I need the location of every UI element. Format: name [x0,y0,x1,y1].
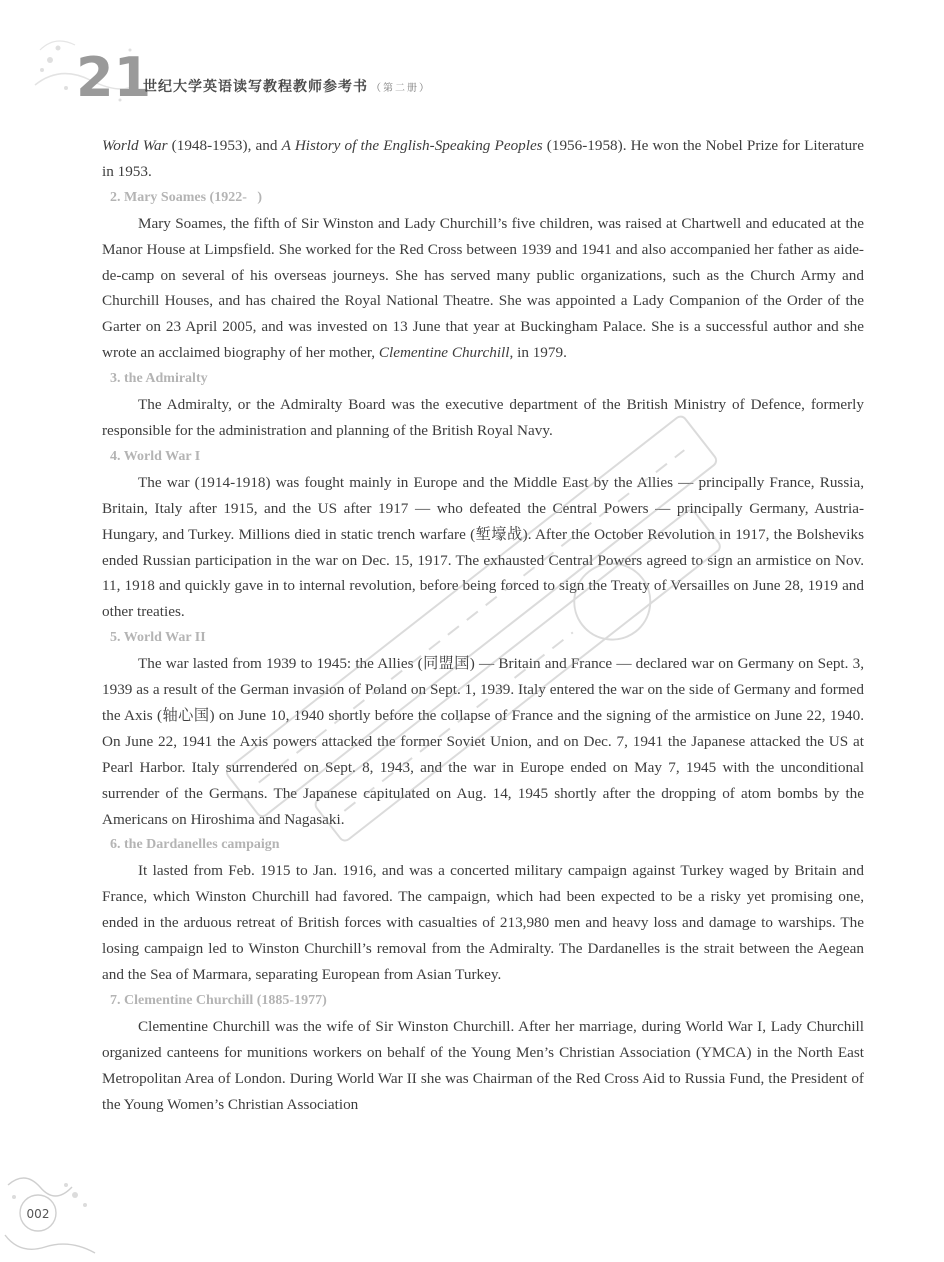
note-body-dardanelles: It lasted from Feb. 1915 to Jan. 1916, and was a concerted military campaign against Turkey waged by Britain and France, which Winston Churchill had favored. The campaign, which had been expected to be a risky yet promising one, ended in the arduous retreat of British forces with casualties of 213,980 men and heavy loss and damage to warships. The losing campaign led to Winston Churchill’s removal from the Admiralty. The Dardanelles is the strait between the Aegean and the Sea of Marmara, separating European from Asian Turkey. [102,862,864,983]
intro-book-title-2: A History of the English-Speaking Peoples [281,137,543,154]
book-title-text: 世纪大学英语读写教程教师参考书 [143,79,368,95]
book-edition: （第二册） [371,83,431,94]
note-heading-world-war-2: 5. World War II [110,630,206,646]
note-body-world-war-2: The war lasted from 1939 to 1945: the Allies (同盟国) — Britain and France — declared war on Germany on Sept. 3, 1939 as a result of the German invasion of Poland on Sept. 1, 1939. Italy entered the war on the side of Germany and formed the Axis (轴心国) on June 10, 1940 shortly before the collapse of France and the signing of the armistice on June 22, 1940. On June 22, 1941 the Axis powers attacked the former Soviet Union, and on Dec. 7, 1941 the Japanese attacked the US at Pearl Harbor. Italy surrendered on Sept. 8, 1943, and the war in Europe ended on May 7, 1945 with the unconditional surrender of the Germans. The Japanese capitulated on Aug. 14, 1945 shortly after the dropping of atom bombs by the Americans on Hiroshima and Nagasaki. [102,655,864,828]
series-number: 21 [76,46,152,109]
note-heading-world-war-1: 4. World War I [110,448,201,464]
note-body-clementine: Clementine Churchill was the wife of Sir Winston Churchill. After her marriage, during World War I, Lady Churchill organized canteens for munitions workers on behalf of the Young Men’s Christian Association (YMCA) in the North East Metropolitan Area of London. During World War II she was Chairman of the Red Cross Aid to Russia Fund, the President of the Young Women’s Christian Association [102,1017,864,1113]
series-logo-ornament [30,30,152,110]
book-title [143,76,431,96]
note-heading-admiralty: 3. the Admiralty [110,371,208,387]
intro-text-2: (1956-1958). He won the Nobel Prize for Literature in 1953. [102,137,864,180]
page-body [102,133,864,1117]
note-body-mary-soames [102,211,864,366]
intro-book-title-1: World War [102,137,168,154]
note-heading-dardanelles: 6. the Dardanelles campaign [110,837,280,853]
page-number: 002 [26,1207,50,1221]
note-body-mary-soames-b: , in 1979. [509,344,567,362]
note-heading-clementine: 7. Clementine Churchill (1885-1977) [110,992,327,1008]
intro-text-1: (1948-1953), and [167,137,282,154]
intro-paragraph [102,133,864,185]
note-body-mary-soames-a: Mary Soames, the fifth of Sir Winston and Lady Churchill’s five children, was raised at Chartwell and educated at the Manor House at Limpsfield. She worked for the Red Cross between 1939 and 1941 and also accompanied her father as aide-de-camp on several of his overseas journeys. She has served many public organizations, such as the Church Army and Churchill Houses, and has chaired the Royal National Theatre. She was appointed a Lady Companion of the Order of the Garter on 23 April 2005, and was invested on 13 June that year at Buckingham Palace. She is a successful author and she wrote an acclaimed biography of her mother, [102,214,864,362]
note-body-mary-soames-title: Clementine Churchill [378,344,510,362]
note-body-admiralty: The Admiralty, or the Admiralty Board was the executive department of the British Ministry of Defence, formerly responsible for the administration and planning of the British Royal Navy. [102,396,864,439]
note-body-world-war-1: The war (1914-1918) was fought mainly in Europe and the Middle East by the Allies — principally France, Russia, Britain, Italy after 1915, and the US after 1917 — who defeated the Central Powers — principally Germany, Austria-Hungary, and Turkey. Millions died in static trench warfare (堑壕战). After the October Revolution in 1917, the Bolsheviks ended Russian participation in the war on Dec. 15, 1917. The exhausted Central Powers agreed to sign an armistice on Nov. 11, 1918 and quickly gave in to internal revolution, before being forced to sign the Treaty of Versailles on June 28, 1919 and other treaties. [102,473,864,621]
note-heading-mary-soames: 2. Mary Soames (1922- ) [110,189,263,205]
page-header [30,30,550,110]
